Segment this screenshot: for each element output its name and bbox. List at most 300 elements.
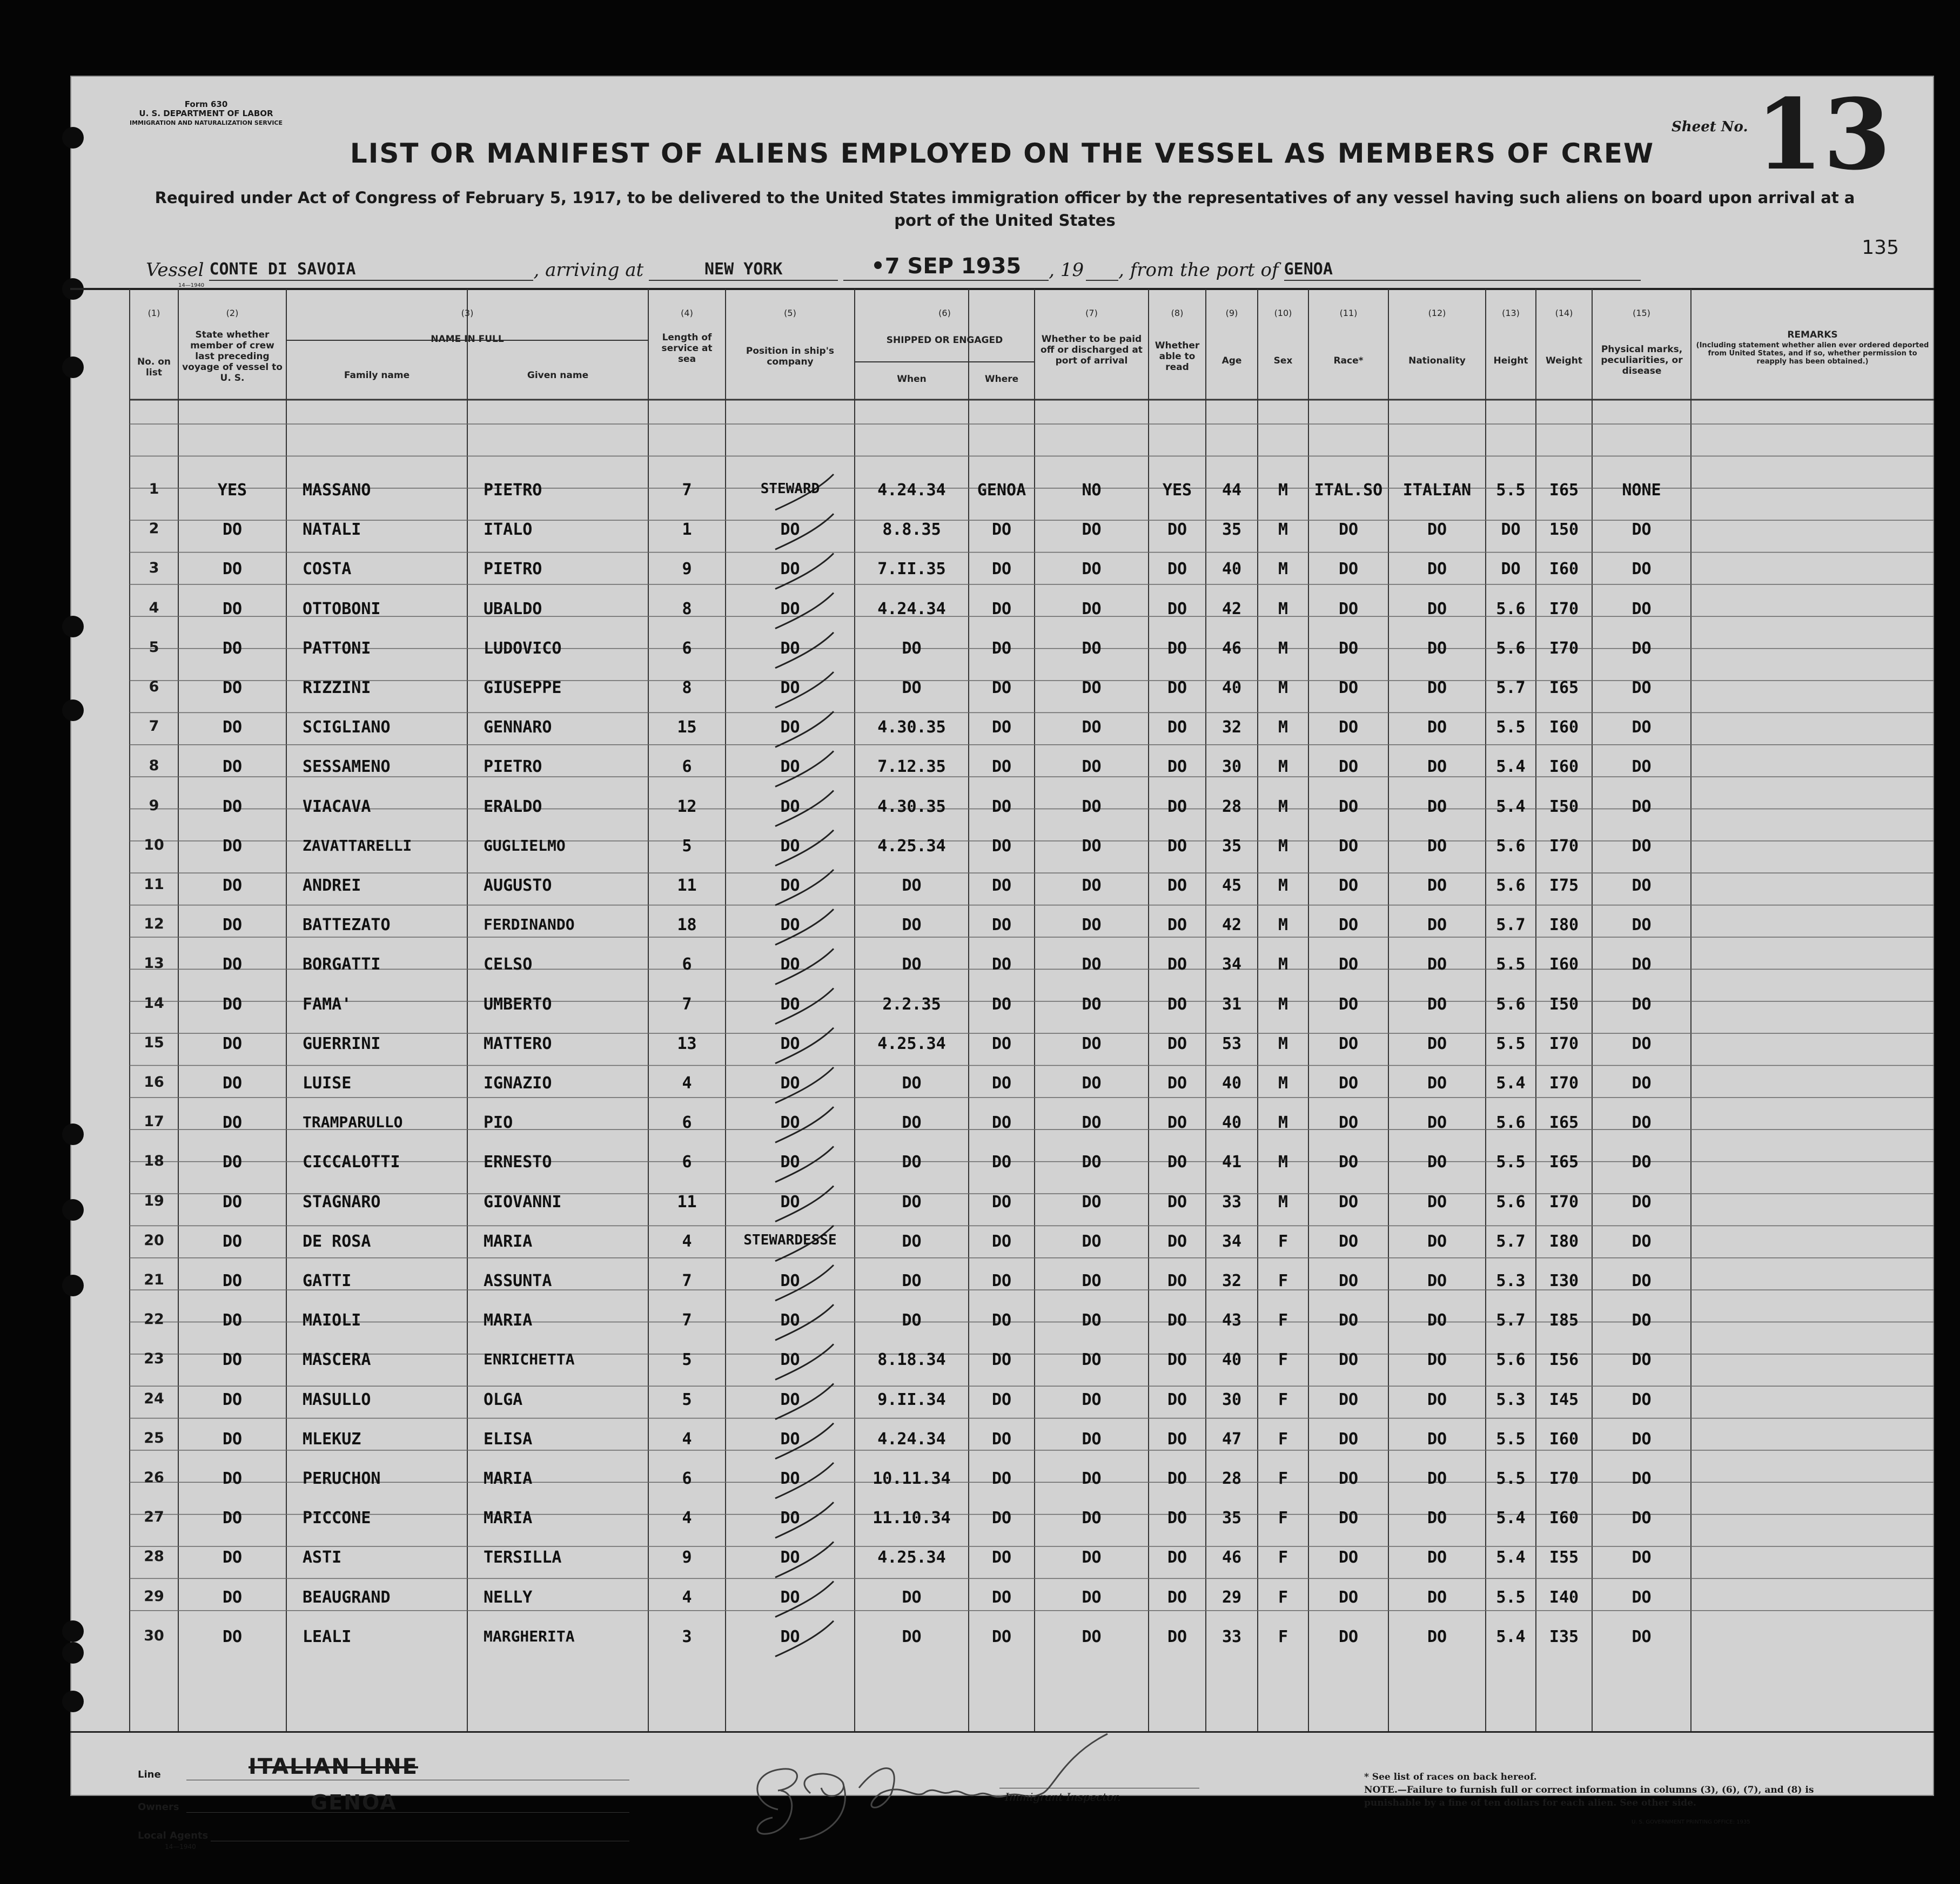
- cell-read: YES: [1162, 481, 1192, 500]
- cell-prev: DO: [222, 1390, 243, 1409]
- cell-nationality: DO: [1427, 836, 1447, 856]
- cell-position: DO: [780, 955, 800, 974]
- cell-sex: M: [1278, 599, 1288, 618]
- cell-marks: DO: [1632, 560, 1652, 579]
- cell-marks: DO: [1632, 1587, 1652, 1607]
- cell-marks: DO: [1632, 638, 1652, 658]
- row-number: 11: [144, 876, 164, 893]
- cell-position: DO: [780, 1469, 800, 1488]
- row-number: 12: [144, 916, 164, 933]
- column-number-11: (11): [1339, 308, 1358, 318]
- cell-read: DO: [1167, 1548, 1187, 1567]
- cell-family: FAMA': [303, 994, 352, 1014]
- cell-marks: DO: [1632, 916, 1652, 935]
- cell-weight: I70: [1549, 1074, 1579, 1093]
- cell-age: 46: [1221, 638, 1242, 658]
- cell-race: DO: [1338, 638, 1359, 658]
- cell-where: DO: [991, 1074, 1012, 1093]
- cell-read: DO: [1167, 1627, 1187, 1646]
- cell-given: MARGHERITA: [484, 1627, 575, 1645]
- cell-where: DO: [991, 757, 1012, 777]
- cell-prev: DO: [222, 1548, 243, 1567]
- owners-label: Owners: [138, 1801, 179, 1813]
- cell-weight: I65: [1549, 1153, 1579, 1172]
- cell-prev: DO: [222, 1509, 243, 1528]
- cell-nationality: DO: [1427, 678, 1447, 697]
- cell-marks: DO: [1632, 1113, 1652, 1133]
- cell-when: 4.24.34: [877, 481, 946, 500]
- cell-family: MLEKUZ: [303, 1429, 361, 1449]
- cell-age: 43: [1221, 1311, 1242, 1330]
- cell-sex: F: [1278, 1548, 1288, 1567]
- cell-marks: DO: [1632, 1311, 1652, 1330]
- cell-height: 5.7: [1496, 916, 1526, 935]
- cell-height: 5.6: [1496, 638, 1526, 658]
- cell-marks: DO: [1632, 955, 1652, 974]
- cell-age: 35: [1221, 836, 1242, 856]
- cell-prev: DO: [222, 1074, 243, 1093]
- cell-read: DO: [1167, 757, 1187, 777]
- cell-height: 5.5: [1496, 1034, 1526, 1053]
- column-number-13: (13): [1502, 308, 1520, 318]
- cell-prev: DO: [222, 1192, 243, 1212]
- cell-prev: DO: [222, 757, 243, 777]
- row-number: 19: [144, 1192, 164, 1209]
- cell-given: ITALO: [484, 520, 533, 540]
- cell-service: 6: [682, 955, 692, 974]
- cell-paid: DO: [1082, 520, 1102, 540]
- cell-when: 4.30.35: [877, 718, 946, 737]
- cell-race: DO: [1338, 836, 1359, 856]
- cell-position: DO: [780, 1548, 800, 1567]
- cell-service: 8: [682, 678, 692, 697]
- cell-race: DO: [1338, 678, 1359, 697]
- cell-where: DO: [991, 638, 1012, 658]
- cell-age: 45: [1221, 876, 1242, 895]
- cell-marks: DO: [1632, 1469, 1652, 1488]
- cell-sex: M: [1278, 797, 1288, 816]
- cell-height: 5.6: [1496, 1113, 1526, 1133]
- cell-prev: DO: [222, 836, 243, 856]
- cell-service: 11: [677, 876, 697, 895]
- cell-when: 2.2.35: [882, 994, 941, 1014]
- cell-position: DO: [780, 1350, 800, 1370]
- cell-family: ZAVATTARELLI: [303, 836, 412, 854]
- cell-weight: I60: [1549, 718, 1579, 737]
- cell-family: COSTA: [303, 560, 352, 579]
- cell-age: 42: [1221, 599, 1242, 618]
- cell-height: 5.4: [1496, 1627, 1526, 1646]
- header-age: Age: [1221, 355, 1242, 366]
- row-number: 17: [144, 1113, 164, 1131]
- cell-race: DO: [1338, 1034, 1359, 1053]
- cell-nationality: DO: [1427, 1034, 1447, 1053]
- cell-given: CELSO: [484, 955, 533, 974]
- cell-height: 5.6: [1496, 836, 1526, 856]
- cell-sex: M: [1278, 1192, 1288, 1212]
- cell-read: DO: [1167, 1469, 1187, 1488]
- cell-marks: DO: [1632, 718, 1652, 737]
- cell-when: 10.11.34: [872, 1469, 951, 1488]
- cell-race: DO: [1338, 1271, 1359, 1290]
- cell-nationality: DO: [1427, 1429, 1447, 1449]
- cell-sex: F: [1278, 1311, 1288, 1330]
- cell-age: 46: [1221, 1548, 1242, 1567]
- cell-when: 7.12.35: [877, 757, 946, 777]
- cell-weight: I65: [1549, 1113, 1579, 1133]
- cell-read: DO: [1167, 560, 1187, 579]
- cell-given: MARIA: [484, 1311, 533, 1330]
- stamp-number: 135: [1862, 237, 1899, 259]
- header-weight: Weight: [1546, 355, 1582, 366]
- cell-weight: I80: [1549, 1232, 1579, 1251]
- cell-nationality: DO: [1427, 560, 1447, 579]
- year-label: , 19: [1049, 259, 1084, 281]
- cell-race: DO: [1338, 599, 1359, 618]
- cell-position: DO: [780, 1271, 800, 1290]
- column-number-12: (12): [1428, 308, 1446, 318]
- row-number: 22: [144, 1311, 164, 1328]
- form-code: 14—1940: [178, 282, 205, 288]
- cell-weight: I60: [1549, 1509, 1579, 1528]
- cell-where: DO: [991, 1153, 1012, 1172]
- cell-sex: M: [1278, 481, 1288, 500]
- cell-family: BEAUGRAND: [303, 1587, 391, 1607]
- cell-given: ERALDO: [484, 797, 542, 816]
- cell-given: ERNESTO: [484, 1153, 552, 1172]
- cell-age: 30: [1221, 757, 1242, 777]
- cell-height: 5.3: [1496, 1271, 1526, 1290]
- row-number: 30: [144, 1627, 164, 1644]
- cell-read: DO: [1167, 836, 1187, 856]
- cell-where: DO: [991, 1311, 1012, 1330]
- cell-service: 4: [682, 1074, 692, 1093]
- cell-race: DO: [1338, 876, 1359, 895]
- header-name-in-full: NAME IN FULL: [431, 334, 504, 345]
- cell-marks: DO: [1632, 1034, 1652, 1053]
- cell-marks: NONE: [1622, 481, 1661, 500]
- cell-read: DO: [1167, 1232, 1187, 1251]
- cell-marks: DO: [1632, 1429, 1652, 1449]
- cell-when: 4.25.34: [877, 1548, 946, 1567]
- cell-sex: M: [1278, 836, 1288, 856]
- cell-sex: M: [1278, 955, 1288, 974]
- cell-race: DO: [1338, 1311, 1359, 1330]
- cell-given: GUGLIELMO: [484, 836, 566, 854]
- cell-nationality: DO: [1427, 1587, 1447, 1607]
- inspector-signature: [719, 1723, 1205, 1842]
- row-number: 9: [149, 797, 159, 814]
- cell-sex: M: [1278, 1074, 1288, 1093]
- cell-position: DO: [780, 1587, 800, 1607]
- cell-family: BORGATTI: [303, 955, 381, 974]
- date-stamp: •7 SEP 1935: [843, 254, 1049, 281]
- column-number-15: (15): [1633, 308, 1650, 318]
- cell-read: DO: [1167, 718, 1187, 737]
- cell-given: GIUSEPPE: [484, 678, 562, 697]
- cell-family: CICCALOTTI: [303, 1153, 400, 1172]
- cell-read: DO: [1167, 1390, 1187, 1409]
- cell-paid: DO: [1082, 1153, 1102, 1172]
- cell-position: DO: [780, 994, 800, 1014]
- cell-weight: I70: [1549, 1192, 1579, 1212]
- row-number: 24: [144, 1390, 164, 1407]
- cell-where: DO: [991, 876, 1012, 895]
- agents-label: Local Agents: [138, 1830, 209, 1841]
- header-remarks-detail: (Including statement whether alien ever ordered deported from United States, and if so, whether permission to reapply has been obtained.): [1696, 341, 1929, 366]
- cell-family: GUERRINI: [303, 1034, 381, 1053]
- header-height: Height: [1493, 355, 1528, 366]
- cell-given: UBALDO: [484, 599, 542, 618]
- cell-when: DO: [902, 916, 922, 935]
- cell-position: DO: [780, 1509, 800, 1528]
- cell-height: 5.6: [1496, 994, 1526, 1014]
- cell-read: DO: [1167, 1509, 1187, 1528]
- cell-where: DO: [991, 1429, 1012, 1449]
- cell-paid: DO: [1082, 1271, 1102, 1290]
- penalty-note: NOTE.—Failure to furnish full or correct information in columns (3), (6), (7), and (8) is punishable by a fine of ten dollars for each alien. See other side.: [1364, 1785, 1814, 1808]
- cell-family: ANDREI: [303, 876, 361, 895]
- cell-paid: DO: [1082, 797, 1102, 816]
- cell-race: DO: [1338, 1232, 1359, 1251]
- cell-position: DO: [780, 638, 800, 658]
- cell-race: DO: [1338, 1074, 1359, 1093]
- cell-age: 53: [1221, 1034, 1242, 1053]
- cell-service: 18: [677, 916, 697, 935]
- cell-marks: DO: [1632, 599, 1652, 618]
- cell-given: UMBERTO: [484, 994, 552, 1014]
- cell-paid: DO: [1082, 678, 1102, 697]
- cell-where: DO: [991, 1113, 1012, 1133]
- cell-when: 4.30.35: [877, 797, 946, 816]
- cell-weight: I56: [1549, 1350, 1579, 1370]
- cell-service: 7: [682, 1311, 692, 1330]
- cell-weight: I45: [1549, 1390, 1579, 1409]
- inspector-label: Immigrant Inspector.: [1005, 1791, 1121, 1804]
- cell-given: MARIA: [484, 1232, 533, 1251]
- cell-nationality: DO: [1427, 797, 1447, 816]
- column-number-2: (2): [226, 308, 239, 318]
- cell-prev: YES: [217, 481, 247, 500]
- cell-sex: M: [1278, 1034, 1288, 1053]
- cell-paid: DO: [1082, 1627, 1102, 1646]
- cell-when: 8.18.34: [877, 1350, 946, 1370]
- cell-marks: DO: [1632, 1390, 1652, 1409]
- cell-marks: DO: [1632, 1627, 1652, 1646]
- sheet-number-label: Sheet No.: [1671, 119, 1748, 135]
- cell-position: DO: [780, 757, 800, 777]
- column-number-9: (9): [1225, 308, 1238, 318]
- cell-weight: I60: [1549, 1429, 1579, 1449]
- cell-sex: M: [1278, 1153, 1288, 1172]
- cell-paid: DO: [1082, 955, 1102, 974]
- cell-race: DO: [1338, 797, 1359, 816]
- cell-service: 6: [682, 1113, 692, 1133]
- header-family-name: Family name: [344, 370, 410, 381]
- cell-when: DO: [902, 678, 922, 697]
- cell-where: DO: [991, 994, 1012, 1014]
- cell-service: 6: [682, 1153, 692, 1172]
- cell-where: DO: [991, 1627, 1012, 1646]
- cell-weight: I30: [1549, 1271, 1579, 1290]
- cell-height: 5.4: [1496, 1074, 1526, 1093]
- cell-weight: I60: [1549, 560, 1579, 579]
- cell-when: DO: [902, 1627, 922, 1646]
- column-number-8: (8): [1171, 308, 1184, 318]
- cell-read: DO: [1167, 916, 1187, 935]
- cell-weight: I35: [1549, 1627, 1579, 1646]
- cell-nationality: DO: [1427, 1469, 1447, 1488]
- cell-prev: DO: [222, 1429, 243, 1449]
- cell-read: DO: [1167, 994, 1187, 1014]
- cell-where: GENOA: [977, 481, 1026, 500]
- column-number-1: (1): [147, 308, 160, 318]
- cell-paid: DO: [1082, 560, 1102, 579]
- cell-service: 7: [682, 1271, 692, 1290]
- cell-nationality: DO: [1427, 1350, 1447, 1370]
- row-number: 28: [144, 1548, 164, 1565]
- cell-where: DO: [991, 599, 1012, 618]
- cell-service: 13: [677, 1034, 697, 1053]
- cell-marks: DO: [1632, 836, 1652, 856]
- cell-nationality: DO: [1427, 955, 1447, 974]
- cell-family: MASSANO: [303, 481, 371, 500]
- cell-height: 5.5: [1496, 481, 1526, 500]
- cell-prev: DO: [222, 1469, 243, 1488]
- cell-service: 7: [682, 481, 692, 500]
- cell-prev: DO: [222, 876, 243, 895]
- cell-sex: M: [1278, 678, 1288, 697]
- cell-height: 5.6: [1496, 1350, 1526, 1370]
- cell-nationality: DO: [1427, 1548, 1447, 1567]
- cell-paid: DO: [1082, 1311, 1102, 1330]
- cell-given: OLGA: [484, 1390, 523, 1409]
- cell-prev: DO: [222, 1113, 243, 1133]
- cell-nationality: DO: [1427, 994, 1447, 1014]
- cell-weight: I85: [1549, 1311, 1579, 1330]
- header-position: Position in ship's company: [746, 346, 835, 367]
- cell-when: DO: [902, 638, 922, 658]
- cell-paid: DO: [1082, 1390, 1102, 1409]
- cell-height: 5.7: [1496, 1311, 1526, 1330]
- cell-paid: DO: [1082, 836, 1102, 856]
- cell-nationality: DO: [1427, 1627, 1447, 1646]
- cell-race: DO: [1338, 1113, 1359, 1133]
- cell-sex: M: [1278, 560, 1288, 579]
- cell-family: GATTI: [303, 1271, 352, 1290]
- signature-text: G.S.German: [719, 1723, 722, 1724]
- cell-given: PIO: [484, 1113, 513, 1133]
- cell-height: 5.5: [1496, 1587, 1526, 1607]
- cell-prev: DO: [222, 560, 243, 579]
- cell-race: DO: [1338, 955, 1359, 974]
- header-remarks: REMARKS: [1787, 329, 1838, 340]
- cell-read: DO: [1167, 1034, 1187, 1053]
- vessel-label: Vessel: [146, 259, 204, 281]
- cell-height: 5.4: [1496, 1509, 1526, 1528]
- cell-height: 5.6: [1496, 876, 1526, 895]
- vessel-name: CONTE DI SAVOIA: [209, 260, 533, 281]
- cell-when: DO: [902, 1074, 922, 1093]
- cell-paid: DO: [1082, 1469, 1102, 1488]
- cell-service: 5: [682, 1390, 692, 1409]
- cell-given: GIOVANNI: [484, 1192, 562, 1212]
- cell-service: 1: [682, 520, 692, 540]
- cell-when: DO: [902, 1232, 922, 1251]
- service: IMMIGRATION AND NATURALIZATION SERVICE: [130, 119, 283, 126]
- cell-age: 30: [1221, 1390, 1242, 1409]
- cell-when: DO: [902, 1311, 922, 1330]
- cell-given: PIETRO: [484, 481, 542, 500]
- cell-family: SCIGLIANO: [303, 718, 391, 737]
- cell-weight: I55: [1549, 1548, 1579, 1567]
- row-number: 29: [144, 1587, 164, 1605]
- cell-age: 44: [1221, 481, 1242, 500]
- cell-family: RIZZINI: [303, 678, 371, 697]
- cell-when: DO: [902, 1587, 922, 1607]
- cell-position: STEWARDESSE: [743, 1232, 837, 1248]
- column-number-10: (10): [1274, 308, 1292, 318]
- cell-sex: M: [1278, 876, 1288, 895]
- line-label: Line: [138, 1769, 161, 1780]
- row-number: 6: [149, 678, 159, 695]
- cell-read: DO: [1167, 638, 1187, 658]
- cell-age: 40: [1221, 678, 1242, 697]
- cell-position: DO: [780, 1429, 800, 1449]
- cell-position: DO: [780, 599, 800, 618]
- cell-service: 9: [682, 1548, 692, 1567]
- cell-prev: DO: [222, 638, 243, 658]
- cell-read: DO: [1167, 1350, 1187, 1370]
- cell-age: 31: [1221, 994, 1242, 1014]
- cell-where: DO: [991, 955, 1012, 974]
- cell-paid: DO: [1082, 1113, 1102, 1133]
- header-where: Where: [984, 374, 1019, 385]
- cell-sex: F: [1278, 1509, 1288, 1528]
- cell-paid: DO: [1082, 1587, 1102, 1607]
- cell-nationality: DO: [1427, 1311, 1447, 1330]
- cell-family: LUISE: [303, 1074, 352, 1093]
- cell-prev: DO: [222, 1232, 243, 1251]
- cell-weight: I60: [1549, 955, 1579, 974]
- cell-height: 5.5: [1496, 718, 1526, 737]
- cell-given: PIETRO: [484, 560, 542, 579]
- cell-where: DO: [991, 1271, 1012, 1290]
- header-race: Race*: [1333, 355, 1364, 366]
- cell-paid: DO: [1082, 1509, 1102, 1528]
- cell-paid: NO: [1082, 481, 1102, 500]
- cell-read: DO: [1167, 1587, 1187, 1607]
- cell-marks: DO: [1632, 757, 1652, 777]
- cell-given: ELISA: [484, 1429, 533, 1449]
- cell-family: TRAMPARULLO: [303, 1113, 403, 1132]
- cell-given: NELLY: [484, 1587, 533, 1607]
- cell-given: GENNARO: [484, 718, 552, 737]
- row-number: 1: [149, 481, 159, 497]
- cell-position: DO: [780, 678, 800, 697]
- cell-family: BATTEZATO: [303, 916, 391, 935]
- cell-nationality: ITALIAN: [1402, 481, 1472, 500]
- cell-position: DO: [780, 1034, 800, 1053]
- cell-marks: DO: [1632, 797, 1652, 816]
- cell-sex: M: [1278, 1113, 1288, 1133]
- arriving-label: , arriving at: [533, 259, 644, 281]
- row-number: 23: [144, 1350, 164, 1368]
- cell-age: 35: [1221, 1509, 1242, 1528]
- cell-prev: DO: [222, 1627, 243, 1646]
- cell-service: 4: [682, 1509, 692, 1528]
- form-number: Form 630: [184, 99, 228, 109]
